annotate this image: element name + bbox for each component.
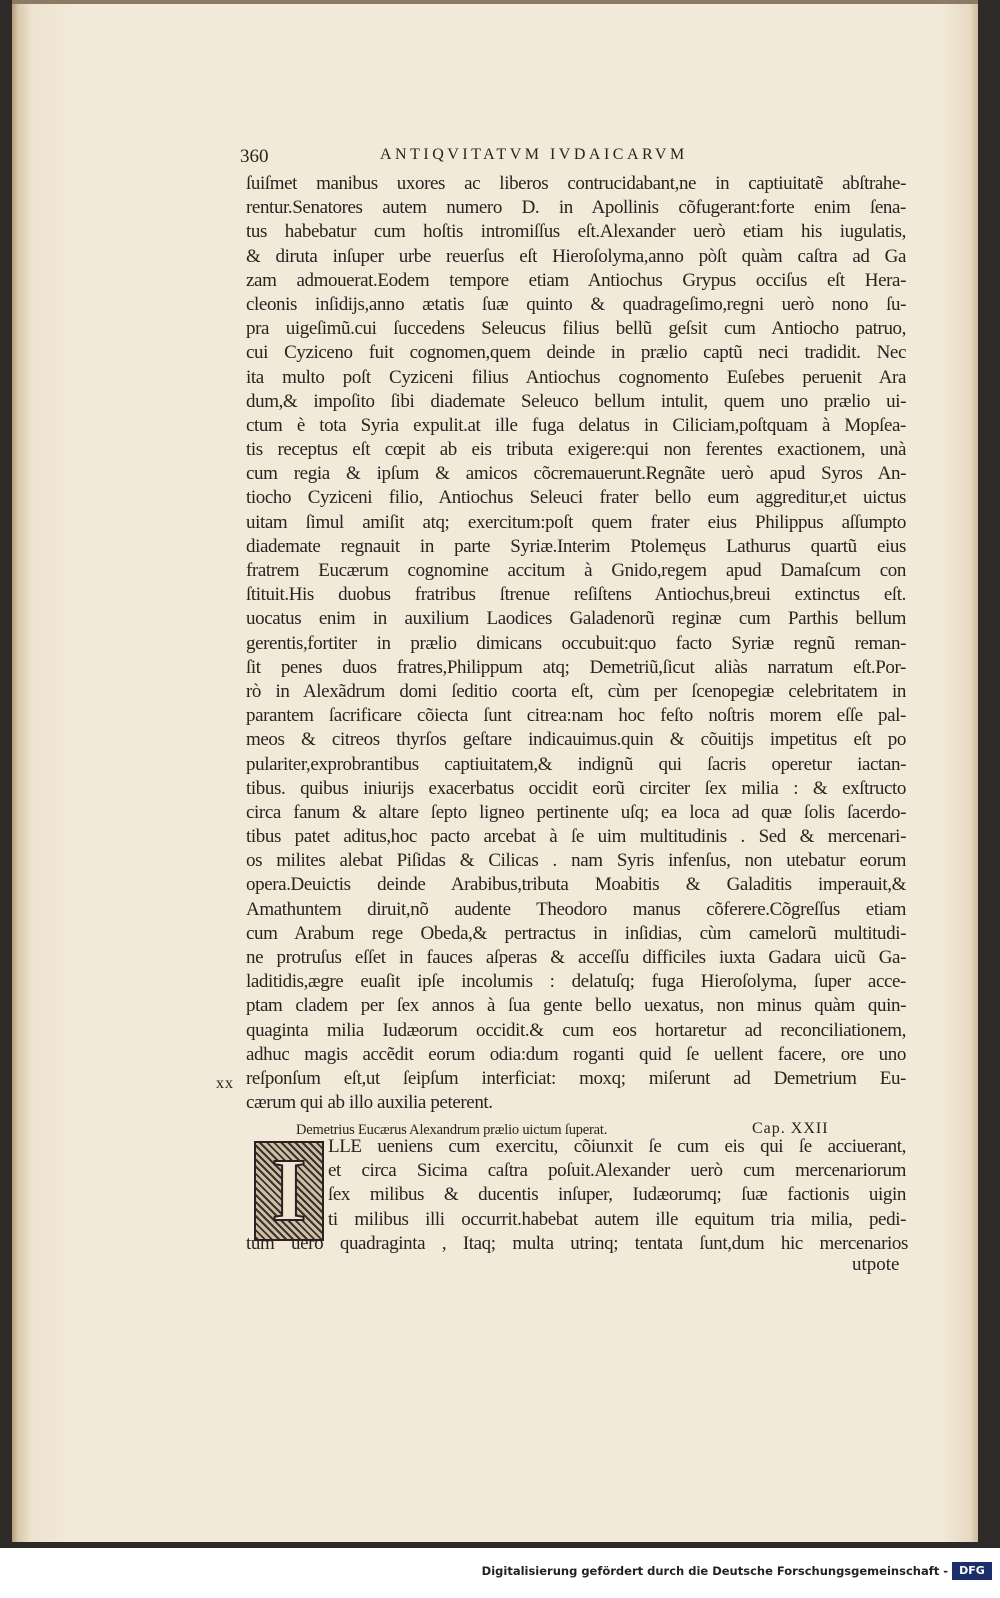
text-line: dum,& impoſito ſibi diademate Seleuco bellum intulit, quem uno prælio ui- [246, 390, 906, 412]
text-line: & diruta inſuper urbe reuerſus eſt Hieroſolyma,anno pòſt quàm caſtra ad Ga [246, 245, 906, 267]
text-line: os milites alebat Piſidas & Cilicas . nam Syris infenſus, non utebatur eorum [246, 850, 906, 872]
text-line: parantem ſacrificare cõiecta ſunt citrea:nam hoc feſto noſtris morem eſſe pal- [246, 705, 906, 727]
text-line: ſit penes duos fratres,Philippum atq; Demetriũ,ſicut aliàs narratum eſt.Por- [246, 656, 906, 678]
page-header [240, 146, 920, 170]
text-line: Amathuntem diruit,nõ audente Theodoro manus cõferere.Cõgreſſus etiam [246, 898, 906, 920]
funding-credit: Digitalisierung gefördert durch die Deutsche Forschungsgemeinschaft - [481, 1564, 948, 1578]
text-line: tibus. quibus iniurijs exacerbatus occidit eorũ circiter ſex milia : & exſtructo [246, 777, 906, 799]
text-line: ſtituit.His duobus fratribus ſtrenue reſiſtens Antiochus,breui extinctus eſt. [246, 584, 906, 606]
text-line: ita multo poſt Cyziceni filius Antiochus cognomento Euſebes peruenit Ara [246, 366, 906, 388]
text-line: rentur.Senatores autem numero D. in Apollinis cõfugerant:forte enim ſena- [246, 197, 906, 219]
text-line: diademate regnauit in parte Syriæ.Interim Ptolemęus Lathurus quartũ eius [246, 535, 906, 557]
text-line: reſponſum eſt,ut ſeipſum interficiat: moxq; miſerunt ad Demetrium Eu- [246, 1067, 906, 1089]
text-line: ctum è tota Syria expulit.at ille fuga delatus in Ciliciam,poſtquam à Mopſea- [246, 414, 906, 436]
text-line: opera.Deuictis deinde Arabibus,tributa Moabitis & Galaditis imperauit,& [246, 874, 906, 896]
chapter-heading: Demetrius Eucærus Alexandrum prælio uictum ſuperat. [296, 1122, 608, 1138]
text-line: cum Arabum rege Obeda,& pertractus in inſidias, cùm camelorũ multitudi- [246, 922, 906, 944]
text-line: LLE ueniens cum exercitu, cõiunxit ſe cum eis qui ſe acciuerant, [328, 1136, 906, 1157]
text-line: tibus patet aditus,hoc pacto arcebat à ſe uim multitudinis . Sed & mercenari- [246, 826, 906, 848]
margin-note: xx [216, 1075, 234, 1092]
text-line: zam admouerat.Eodem tempore etiam Antiochus Grypus occiſus eſt Hera- [246, 269, 906, 291]
chapter-text-continued [246, 1232, 908, 1256]
text-line: ſex milibus & ducentis inſuper, Iudæorumq; ſuæ factionis uigin [328, 1184, 906, 1206]
text-line: circa fanum & altare ſepto ligneo pertinente uſq; ea loca ad quæ ſolis ſacerdo- [246, 801, 906, 823]
text-line: tiocho Cyziceni filio, Antiochus Seleuci frater bello eum aggreditur,et uictus [246, 487, 906, 509]
text-line: pra uigeſimũ.cui ſuccedens Seleucus filius bellũ geſsit cum Antiocho patruo, [246, 318, 906, 340]
text-line: tus habebatur cum hoſtis intromiſſus eſt.Alexander uerò etiam his iugulatis, [246, 221, 906, 243]
text-line: tis receptus eſt cœpit ab eis tributa exigere:qui non ferentes exactionem, unà [246, 439, 906, 461]
text-line: ti milibus illi occurrit.habebat autem ille equitum tria milia, pedi- [328, 1208, 906, 1230]
chapter-number: Cap. XXII [752, 1120, 829, 1137]
catchword: utpote [852, 1254, 900, 1275]
text-line: meos & citreos thyrſos geſtare indicauimus.quin & cõuitijs impetitus eſt po [246, 729, 906, 751]
text-line: cleonis inſidijs,anno ætatis ſuæ quinto & quadrageſimo,regni uerò nono ſu- [246, 293, 906, 315]
text-line: et circa Sicima caſtra poſuit.Alexander uerò cum mercenariorum [328, 1160, 906, 1182]
text-line: rò in Alexãdrum domi ſeditio coorta eſt, cùm per ſcenopegiæ celebritatem in [246, 680, 906, 702]
running-title: ANTIQVITATVM IVDAICARVM [380, 146, 688, 163]
text-line: gerentis,fortiter in prælio dimicans occubuit:quo facto Syriæ regnũ reman- [246, 632, 906, 654]
dfg-logo: DFG [952, 1562, 992, 1580]
text-line: fratrem Eucærum cognomine accitum à Gnido,regem apud Damaſcum con [246, 560, 906, 581]
text-line: pulariter,exprobrantibus captiuitatem,& indignũ qui ſacris operetur iactan- [246, 753, 906, 775]
text-line: ptam cladem per ſex annos à ſua gente bello uexatus, non minus quàm quin- [246, 995, 906, 1017]
footer-bar [0, 1548, 1000, 1598]
text-line: cum regia & ipſum & amicos cõcremauerunt.Regnãte uerò apud Syros An- [246, 463, 906, 485]
body-text [246, 172, 906, 1115]
text-line: laditidis,ægre euaſit ipſe incolumis : delatuſq; fuga Hieroſolyma, ſuper acce- [246, 971, 906, 993]
text-line: ne protruſus eſſet in fauces aſperas & acceſſu difficiles iuxta Gadara uicũ Ga- [246, 947, 906, 968]
drop-cap-initial: I [254, 1141, 324, 1241]
text-line: uitam ſimul amiſit atq; exercitum:poſt quem frater eius Philippus aſſumpto [246, 511, 906, 533]
text-line: tum uero quadraginta , Itaq; multa utrinq; tentata ſunt,dum hic mercenarios [246, 1233, 908, 1254]
page-number: 360 [240, 146, 269, 167]
text-line: cærum qui ab illo auxilia peterent. [246, 1092, 493, 1114]
text-line: uocatus enim in auxilium Laodices Galadenorũ reginæ cum Parthis bellum [246, 608, 906, 630]
text-line: adhuc magis accẽdit eorum odia:dum roganti quid ſe uellent facere, ore uno [246, 1043, 906, 1065]
chapter-text [328, 1135, 906, 1232]
text-line: ſuiſmet manibus uxores ac liberos contrucidabant,ne in captiuitatẽ abſtrahe- [246, 173, 906, 194]
text-line: cui Cyziceno fuit cognomen,quem deinde in prælio captũ neci tradidit. Nec [246, 342, 906, 364]
text-line: quaginta milia Iudæorum occidit.& cum eos hortaretur ad reconciliationem, [246, 1019, 906, 1041]
